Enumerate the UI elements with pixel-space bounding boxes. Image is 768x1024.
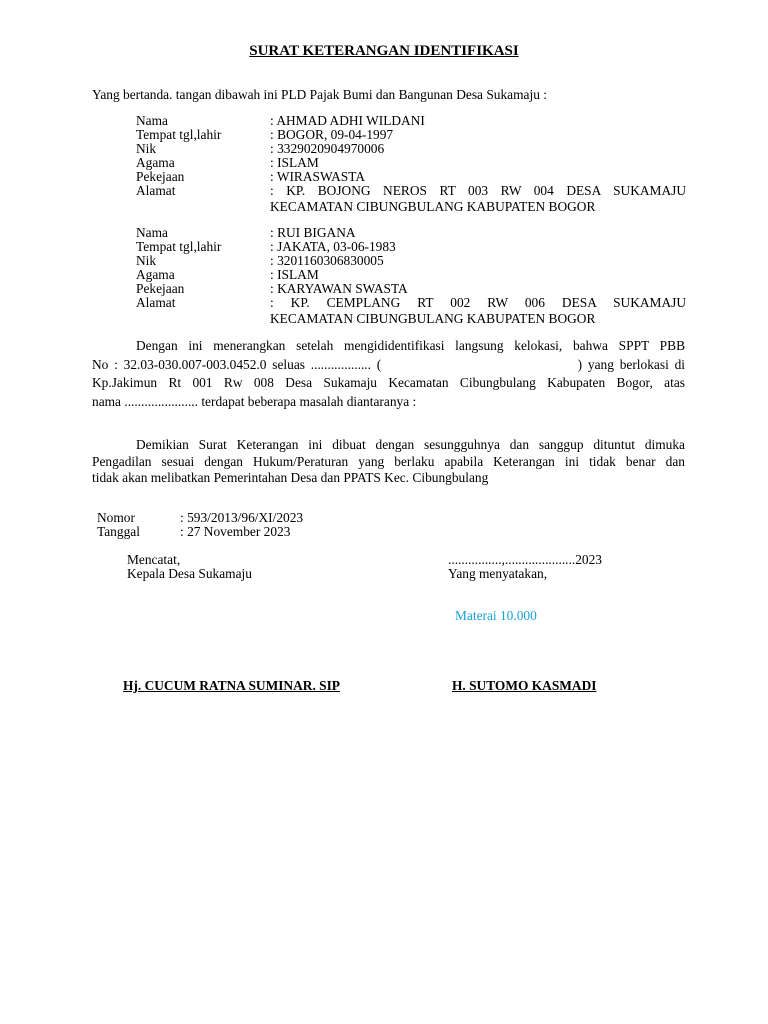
field-label: Nik <box>136 141 157 156</box>
closing-paragraph <box>92 437 685 487</box>
field-value: : BOGOR, 09-04-1997 <box>270 127 394 142</box>
nomor-label: Nomor <box>97 510 135 525</box>
field-value: : KARYAWAN SWASTA <box>270 281 408 296</box>
right-signature-block <box>448 553 602 581</box>
person-row <box>136 184 686 198</box>
paragraph-line: tidak akan melibatkan Pemerintahan Desa dan PPATS Kec. Cibungbulang <box>92 470 489 485</box>
address-value: : KP. BOJONG NEROS RT 003 RW 004 DESA SUKAMAJU <box>270 183 686 198</box>
address-value: : KP. CEMPLANG RT 002 RW 006 DESA SUKAMAJU <box>270 295 686 310</box>
nomor-value: : 593/2013/96/XI/2023 <box>180 510 304 525</box>
person-row <box>136 142 686 156</box>
person-row <box>136 268 686 282</box>
person-row <box>136 226 686 240</box>
person-row <box>136 170 686 184</box>
field-label: Alamat <box>136 183 176 198</box>
person-row <box>136 156 686 170</box>
field-value: : WIRASWASTA <box>270 169 366 184</box>
paragraph-line: Pengadilan sesuai dengan Hukum/Peraturan yang berlaku apabila Keterangan ini tidak benar dan <box>92 453 685 469</box>
field-value: : RUI BIGANA <box>270 225 356 240</box>
paragraph-line: Dengan ini menerangkan setelah mengididentifikasi langsung kelokasi, bahwa SPPT PBB <box>136 338 685 353</box>
left-signatory-name: Hj. CUCUM RATNA SUMINAR. SIP <box>123 678 340 693</box>
right-sign-line2: Yang menyatakan, <box>448 566 548 581</box>
right-sign-date: ................,.....................2023 <box>448 552 602 567</box>
field-label: Pekejaan <box>136 169 185 184</box>
paragraph-line: Demikian Surat Keterangan ini dibuat dengan sesungguhnya dan sanggup dituntut dimuka <box>136 437 685 452</box>
address-line2: KECAMATAN CIBUNGBULANG KABUPATEN BOGOR <box>270 199 596 214</box>
tanggal-label: Tanggal <box>97 524 140 539</box>
field-value: : JAKATA, 03-06-1983 <box>270 239 396 254</box>
left-sign-line1: Mencatat, <box>127 552 181 567</box>
document-title: SURAT KETERANGAN IDENTIFIKASI <box>249 43 519 59</box>
field-label: Alamat <box>136 295 176 310</box>
paragraph-line: Kp.Jakimun Rt 001 Rw 008 Desa Sukamaju Kecamatan Cibungbulang Kabupaten Bogor, atas <box>92 375 685 390</box>
right-signatory-name: H. SUTOMO KASMADI <box>452 678 597 693</box>
meta-row-tanggal <box>97 525 303 539</box>
person-row <box>136 114 686 128</box>
field-value: : AHMAD ADHI WILDANI <box>270 113 425 128</box>
materai-stamp-text: Materai 10.000 <box>455 608 537 623</box>
identification-paragraph <box>92 337 685 411</box>
field-label: Tempat tgl,lahir <box>136 239 222 254</box>
field-label: Nama <box>136 225 168 240</box>
person-block-2 <box>136 226 686 326</box>
person-row <box>136 254 686 268</box>
person-row <box>136 128 686 142</box>
field-label: Agama <box>136 155 175 170</box>
field-label: Agama <box>136 267 175 282</box>
field-label: Pekejaan <box>136 281 185 296</box>
field-label: Nik <box>136 253 157 268</box>
field-value: : 3329020904970006 <box>270 141 385 156</box>
left-sign-line2: Kepala Desa Sukamaju <box>127 566 252 581</box>
meta-row-nomor <box>97 511 303 525</box>
letter-meta <box>97 511 303 539</box>
intro-text: Yang bertanda. tangan dibawah ini PLD Pajak Bumi dan Bangunan Desa Sukamaju : <box>92 87 547 102</box>
person-row <box>136 282 686 296</box>
field-label: Tempat tgl,lahir <box>136 127 222 142</box>
address-line2: KECAMATAN CIBUNGBULANG KABUPATEN BOGOR <box>270 311 596 326</box>
person-row <box>136 240 686 254</box>
paragraph-line: nama ...................... terdapat beberapa masalah diantaranya : <box>92 393 417 409</box>
field-value: : 3201160306830005 <box>270 253 384 268</box>
tanggal-value: : 27 November 2023 <box>180 524 291 539</box>
field-label: Nama <box>136 113 168 128</box>
left-signature-block <box>127 553 252 581</box>
paragraph-line: No : 32.03-030.007-003.0452.0 seluas .................. ( ) yang berlokasi di <box>92 356 685 372</box>
field-value: : ISLAM <box>270 155 319 170</box>
field-value: : ISLAM <box>270 267 319 282</box>
person-block-1 <box>136 114 686 214</box>
person-row <box>136 296 686 310</box>
